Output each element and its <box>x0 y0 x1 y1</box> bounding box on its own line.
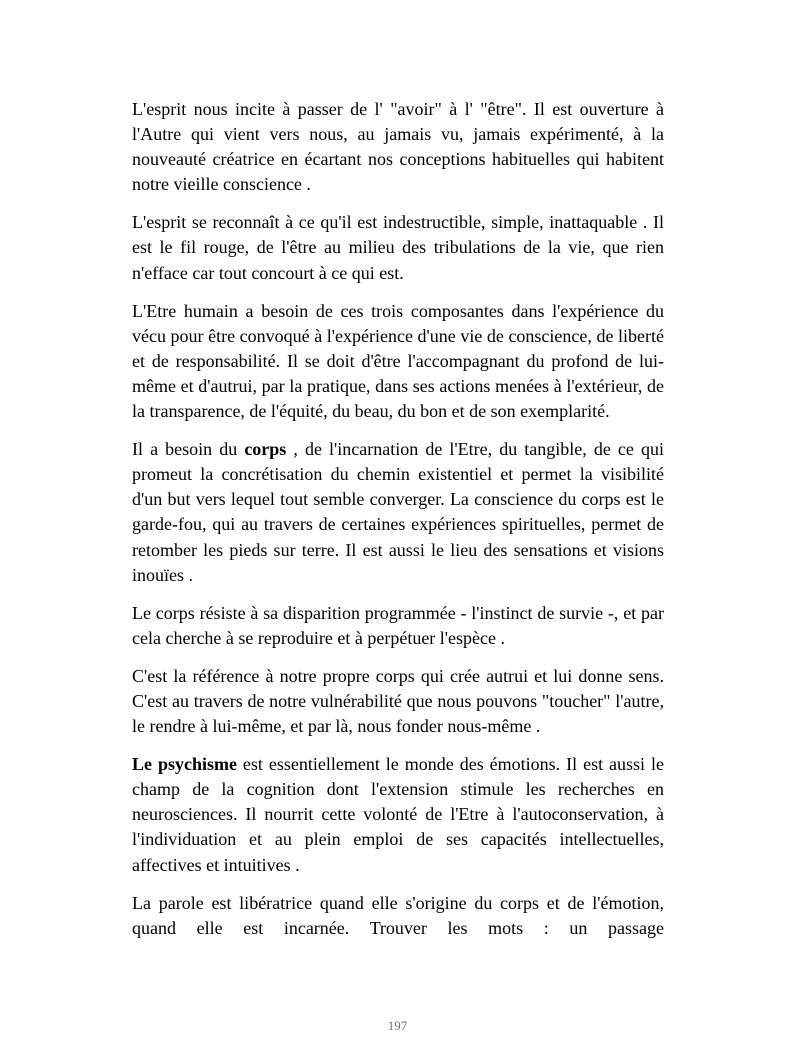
paragraph-7 <box>132 752 664 877</box>
paragraph-1: L'esprit nous incite à passer de l' "avoir" à l' "être". Il est ouverture à l'Autre qui vient vers nous, au jamais vu, jamais expérimenté, à la nouveauté créatrice en écartant nos conceptions habituelles qui habitent notre vieille conscience . <box>132 99 664 195</box>
paragraph-4 <box>132 437 664 588</box>
paragraph-5: Le corps résiste à sa disparition programmée - l'instinct de survie -, et par cela cherche à se reproduire et à perpétuer l'espèce . <box>132 602 664 648</box>
page-number: 197 <box>387 1018 408 1033</box>
paragraph-8: La parole est libératrice quand elle s'origine du corps et de l'émotion, quand elle est incarnée. Trouver les mots : un passage <box>132 892 664 938</box>
paragraph-4-start: Il a besoin du <box>132 439 245 460</box>
paragraph-7-rest: est essentiellement le monde des émotions. Il est aussi le champ de la cognition dont l'extension stimule les recherches en neurosciences. Il nourrit cette volonté de l'Etre à l'autoconservation, à l'individuation et au plein emploi de ses capacités intellectuelles, affectives et intuitives . <box>132 754 664 875</box>
page-text-block <box>132 97 664 954</box>
paragraph-3: L'Etre humain a besoin de ces trois composantes dans l'expérience du vécu pour être convoqué à l'expérience d'une vie de conscience, de liberté et de responsabilité. Il se doit d'être l'accompagnant du profond de lui-même et d'autrui, par la pratique, dans ses actions menées à l'extérieur, de la transparence, de l'équité, du beau, du bon et de son exemplarité. <box>132 300 664 422</box>
paragraph-6: C'est la référence à notre propre corps qui crée autrui et lui donne sens. C'est au travers de notre vulnérabilité que nous pouvons "toucher" l'autre, le rendre à lui-même, et par là, nous fonder nous-même . <box>132 665 664 737</box>
keyword-corps: corps <box>244 439 287 460</box>
paragraph-2: L'esprit se reconnaît à ce qu'il est indestructible, simple, inattaquable . Il est le fil rouge, de l'être au milieu des tribulations de la vie, que rien n'efface car tout concourt à ce qui est. <box>132 212 664 283</box>
keyword-psychisme: Le psychisme <box>132 754 237 775</box>
paragraph-4-rest: , de l'incarnation de l'Etre, du tangible, de ce qui promeut la concrétisation du chemin existentiel et permet la visibilité d'un but vers lequel tout semble converger. La conscience du corps est le garde-fou, qui au travers de certaines expériences spirituelles, permet de retomber les pieds sur terre. Il est aussi le lieu des sensations et visions inouïes . <box>132 439 664 585</box>
